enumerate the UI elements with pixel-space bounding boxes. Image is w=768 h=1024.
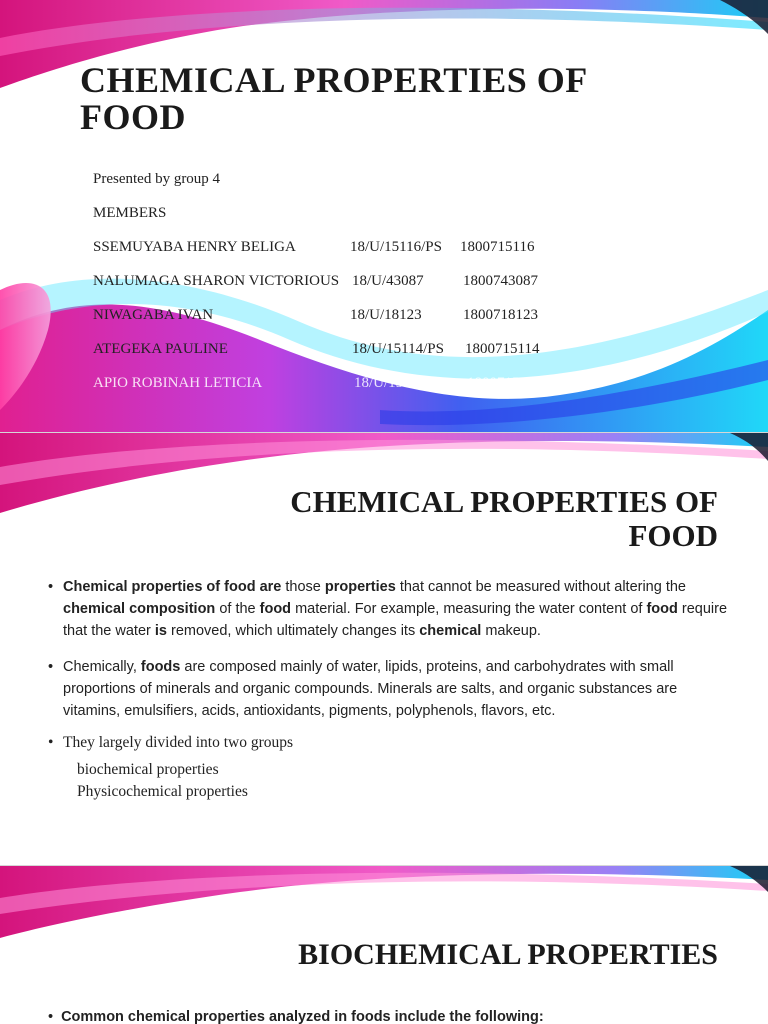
bold-text: chemical xyxy=(419,623,482,639)
member-name: ATEGEKA PAULINE xyxy=(93,341,228,357)
bold-text: food xyxy=(259,601,292,617)
sub-item-biochemical: biochemical properties xyxy=(77,761,219,778)
text: those xyxy=(281,579,325,595)
member-reg: 18/U/15116/PS xyxy=(350,239,442,255)
member-number: 1800715112 xyxy=(467,375,542,391)
member-row xyxy=(93,375,553,393)
text: that cannot be measured without altering the xyxy=(395,579,686,595)
bullet-food-composition xyxy=(48,656,728,722)
bold-text: properties xyxy=(324,579,396,595)
slide1-title-line1: CHEMICAL PROPERTIES OF xyxy=(80,60,588,100)
member-number: 1800718123 xyxy=(463,307,538,323)
bold-text: food xyxy=(646,601,678,617)
text: Chemically, xyxy=(63,659,141,675)
member-name: APIO ROBINAH LETICIA xyxy=(93,375,263,391)
member-reg: 18/U/15114/PS xyxy=(352,341,444,357)
member-name: SSEMUYABA HENRY BELIGA xyxy=(93,239,296,255)
slide3-title: BIOCHEMICAL PROPERTIES xyxy=(298,938,718,971)
member-row xyxy=(93,239,553,257)
sub-item-physicochemical: Physicochemical properties xyxy=(77,783,248,800)
content-slide-chemical-properties xyxy=(0,433,768,865)
member-row xyxy=(93,307,553,325)
text: material. For example, measuring the water content of xyxy=(291,601,647,617)
bullet-two-groups: • They largely divided into two groups xyxy=(48,732,728,754)
bold-text: foods xyxy=(140,659,181,675)
member-row xyxy=(93,273,553,291)
member-row xyxy=(93,341,553,359)
slide3-swoosh-decoration xyxy=(0,866,768,946)
title-slide xyxy=(0,0,768,432)
presented-by: Presented by group 4 xyxy=(93,171,221,187)
content-slide-biochemical-properties xyxy=(0,866,768,1024)
text: removed, which ultimately changes its xyxy=(166,623,420,639)
bold-text: is xyxy=(154,623,167,639)
member-reg: 18/U/15112/PS xyxy=(354,375,446,391)
slide2-title xyxy=(198,485,718,553)
text: require that the water xyxy=(63,601,728,639)
slide1-title-line2: FOOD xyxy=(80,97,186,137)
member-number: 1800715114 xyxy=(465,341,540,357)
member-name: NALUMAGA SHARON VICTORIOUS xyxy=(93,273,340,289)
member-number: 1800743087 xyxy=(463,273,538,289)
slide3-bullet: • Common chemical properties analyzed in foods include the following: xyxy=(48,1009,544,1024)
member-reg: 18/U/18123 xyxy=(350,307,422,323)
member-reg: 18/U/43087 xyxy=(352,273,424,289)
members-heading: MEMBERS xyxy=(93,205,167,221)
bullet-chemical-definition xyxy=(48,576,728,642)
member-number: 1800715116 xyxy=(460,239,535,255)
text: are composed mainly of water, lipids, proteins, and carbohydrates with small proportions of minerals and organic compounds. Minerals are salts, and organic substances are vitamins, emulsifiers, acids, antioxidants, pigments, polyphenols, flavors, etc. xyxy=(63,659,678,719)
slide2-title-line1: CHEMICAL PROPERTIES OF xyxy=(290,484,718,519)
bold-text: chemical composition xyxy=(63,601,216,617)
bold-text: Chemical properties of food are xyxy=(63,579,282,595)
slide2-bullet-list xyxy=(48,576,728,754)
member-name: NIWAGABA IVAN xyxy=(93,307,214,323)
slide2-title-line2: FOOD xyxy=(628,518,718,553)
text: of the xyxy=(215,601,260,617)
text: makeup. xyxy=(481,623,541,639)
slide1-title xyxy=(80,62,588,136)
